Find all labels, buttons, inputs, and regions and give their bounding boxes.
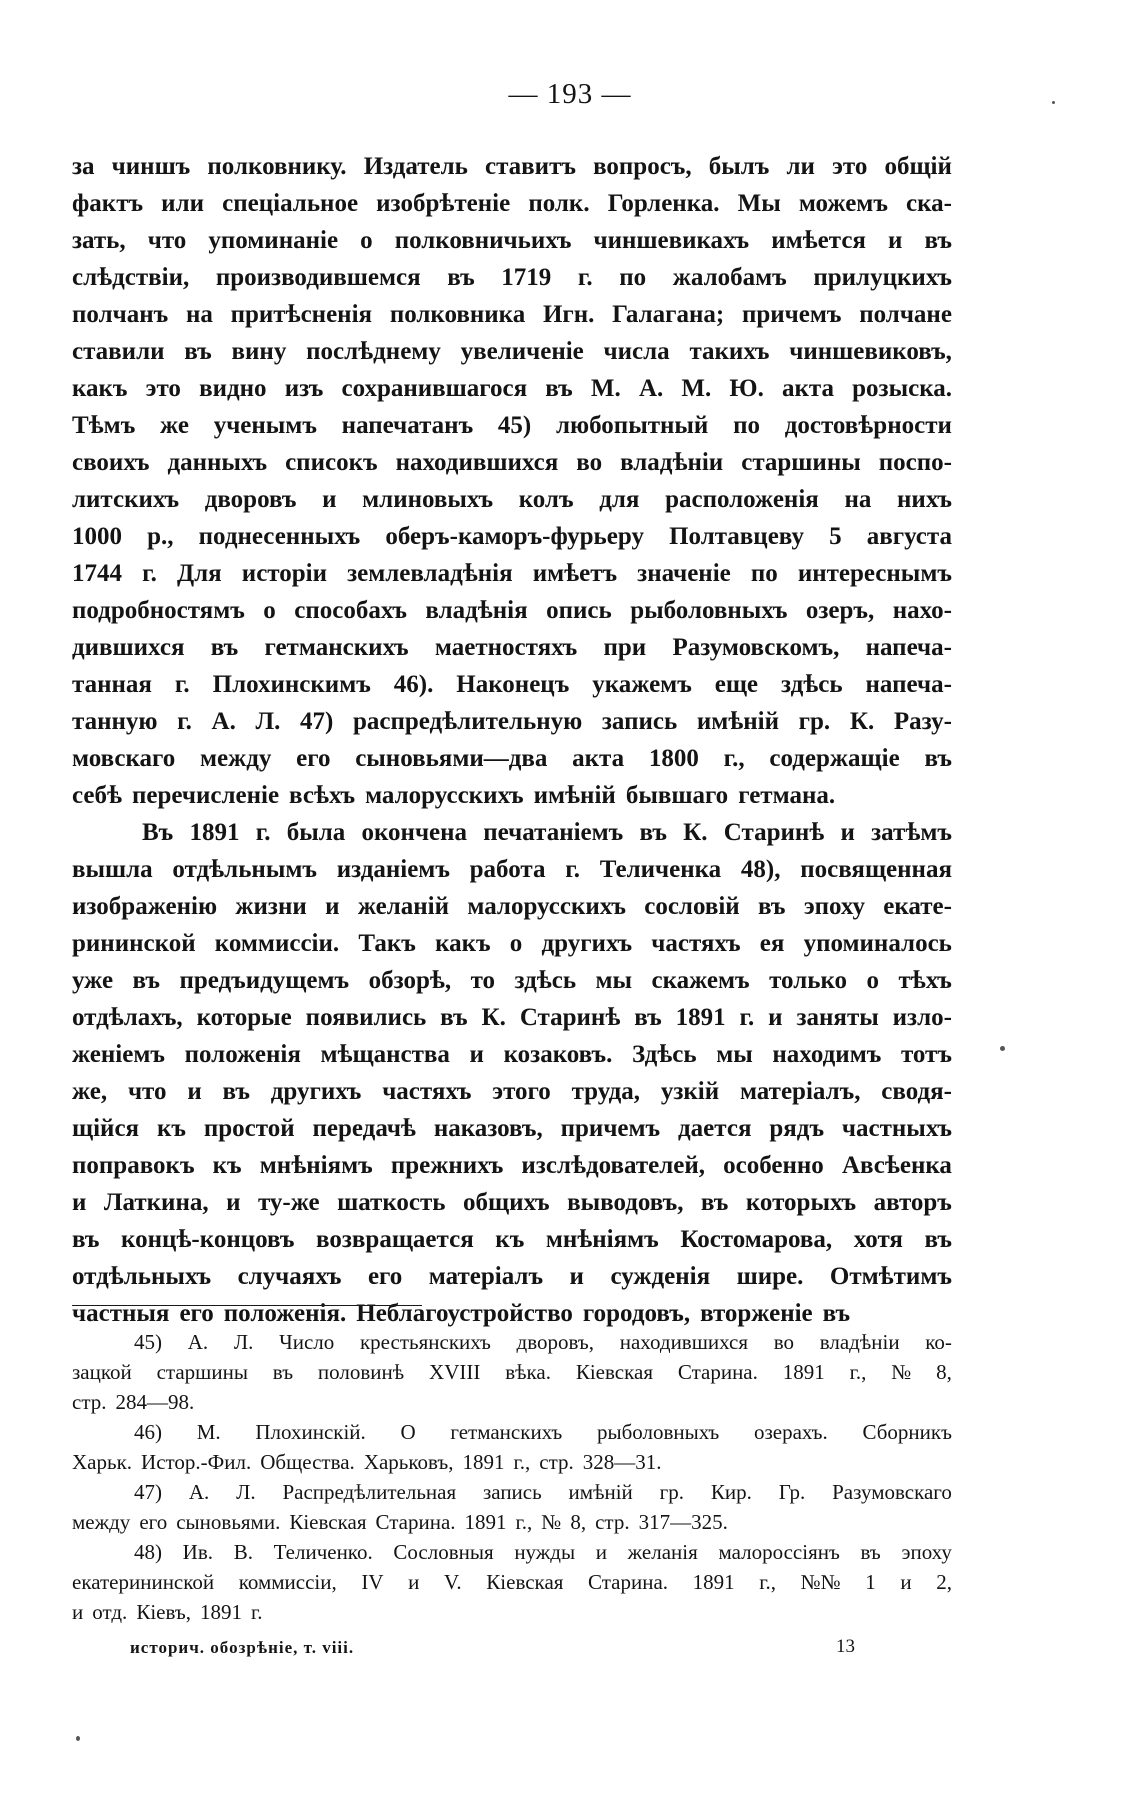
footnote-line: 45) А. Л. Число крестьянскихъ дворовъ, находившихся во владѣніи ко- — [134, 1330, 952, 1354]
body-line: 1744 г. Для исторіи землевладѣнія имѣетъ значеніе по интереснымъ — [72, 560, 952, 587]
body-line: фактъ или спеціальное изобрѣтеніе полк. Горленка. Мы можемъ ска- — [72, 190, 952, 217]
body-text — [72, 148, 952, 1332]
body-line: дившихся въ гетманскихъ маетностяхъ при Разумовскомъ, напеча- — [72, 634, 952, 661]
body-line: какъ это видно изъ сохранившагося въ М. А. М. Ю. акта розыска. — [72, 375, 952, 402]
footnote-line: екатерининской коммиссіи, IV и V. Кіевская Старина. 1891 г., №№ 1 и 2, — [72, 1570, 952, 1594]
body-line: танная г. Плохинскимъ 46). Наконецъ укажемъ еще здѣсь напеча- — [72, 671, 952, 698]
body-line: уже въ предъидущемъ обзорѣ, то здѣсь мы скажемъ только о тѣхъ — [72, 967, 952, 994]
footnote-line: Харьк. Истор.-Фил. Общества. Харьковъ, 1891 г., стр. 328—31. — [72, 1450, 662, 1474]
scan-speck — [76, 1736, 80, 1741]
body-line: изображенію жизни и желаній малорусскихъ сословій въ эпоху екате- — [72, 893, 952, 920]
footnote-line: 47) А. Л. Распредѣлительная запись имѣній гр. Кир. Гр. Разумовскаго — [134, 1480, 952, 1504]
footnote-line: и отд. Кіевъ, 1891 г. — [72, 1600, 263, 1624]
body-line: Тѣмъ же ученымъ напечатанъ 45) любопытный по достовѣрности — [72, 412, 952, 439]
body-line: подробностямъ о способахъ владѣнія опись рыболовныхъ озеръ, нахо- — [72, 597, 952, 624]
body-line: своихъ данныхъ списокъ находившихся во владѣніи старшины поспо- — [72, 449, 952, 476]
page-number: — 193 — — [508, 78, 632, 110]
body-line: слѣдствіи, производившемся въ 1719 г. по жалобамъ прилуцкихъ — [72, 264, 952, 291]
body-line: 1000 р., поднесенныхъ оберъ-каморъ-фурьеру Полтавцеву 5 августа — [72, 523, 952, 550]
body-line: зать, что упоминаніе о полковничьихъ чиншевикахъ имѣется и въ — [72, 227, 952, 254]
footnote-divider — [72, 1305, 422, 1306]
body-line: вышла отдѣльнымъ изданіемъ работа г. Теличенка 48), посвященная — [72, 856, 952, 883]
footnote-line: 46) М. Плохинскій. О гетманскихъ рыболовныхъ озерахъ. Сборникъ — [134, 1420, 952, 1444]
scan-speck — [1052, 101, 1055, 104]
footer-signature-title: историч. обозрѣніе, т. viii. — [130, 1638, 355, 1657]
body-line: въ концѣ-концовъ возвращается къ мнѣніямъ Костомарова, хотя въ — [72, 1226, 952, 1253]
body-line: Въ 1891 г. была окончена печатаніемъ въ К. Старинѣ и затѣмъ — [142, 819, 952, 846]
footnote-line: между его сыновьями. Кіевская Старина. 1891 г., № 8, стр. 317—325. — [72, 1510, 728, 1534]
footer-signature-number: 13 — [836, 1636, 855, 1657]
body-line: полчанъ на притѣсненія полковника Игн. Галагана; причемъ полчане — [72, 301, 952, 328]
body-line: частныя его положенія. Неблагоустройство городовъ, вторженіе въ — [72, 1300, 851, 1327]
body-line: рининской коммиссіи. Такъ какъ о другихъ частяхъ ея упоминалось — [72, 930, 952, 957]
body-line: литскихъ дворовъ и млиновыхъ колъ для расположенія на нихъ — [72, 486, 952, 513]
body-line: поправокъ къ мнѣніямъ прежнихъ изслѣдователей, особенно Авсѣенка — [72, 1152, 952, 1179]
footnotes — [72, 1327, 952, 1627]
footnote-line: зацкой старшины въ половинѣ XVIII вѣка. Кіевская Старина. 1891 г., № 8, — [72, 1360, 952, 1384]
body-line: отдѣлахъ, которые появились въ К. Старинѣ въ 1891 г. и заняты изло- — [72, 1004, 952, 1031]
body-line: мовскаго между его сыновьями—два акта 1800 г., содержащіе въ — [72, 745, 952, 772]
body-line: же, что и въ другихъ частяхъ этого труда, узкій матеріалъ, сводя- — [72, 1078, 952, 1105]
body-line: себѣ перечисленіе всѣхъ малорусскихъ имѣній бывшаго гетмана. — [72, 782, 836, 809]
footnote-line: стр. 284—98. — [72, 1390, 195, 1414]
scan-speck — [1000, 1046, 1005, 1051]
body-line: отдѣльныхъ случаяхъ его матеріалъ и сужденія шире. Отмѣтимъ — [72, 1263, 952, 1290]
body-line: и Латкина, и ту-же шаткость общихъ выводовъ, въ которыхъ авторъ — [72, 1189, 952, 1216]
footnote-line: 48) Ив. В. Теличенко. Сословныя нужды и желанія малороссіянъ въ эпоху — [134, 1540, 952, 1564]
body-line: щійся къ простой передачѣ наказовъ, причемъ дается рядъ частныхъ — [72, 1115, 952, 1142]
body-line: танную г. А. Л. 47) распредѣлительную запись имѣній гр. К. Разу- — [72, 708, 952, 735]
body-line: ставили въ вину послѣднему увеличеніе числа такихъ чиншевиковъ, — [72, 338, 952, 365]
body-line: женіемъ положенія мѣщанства и козаковъ. Здѣсь мы находимъ тотъ — [72, 1041, 952, 1068]
body-line: за чиншъ полковнику. Издатель ставитъ вопросъ, былъ ли это общій — [72, 153, 952, 180]
